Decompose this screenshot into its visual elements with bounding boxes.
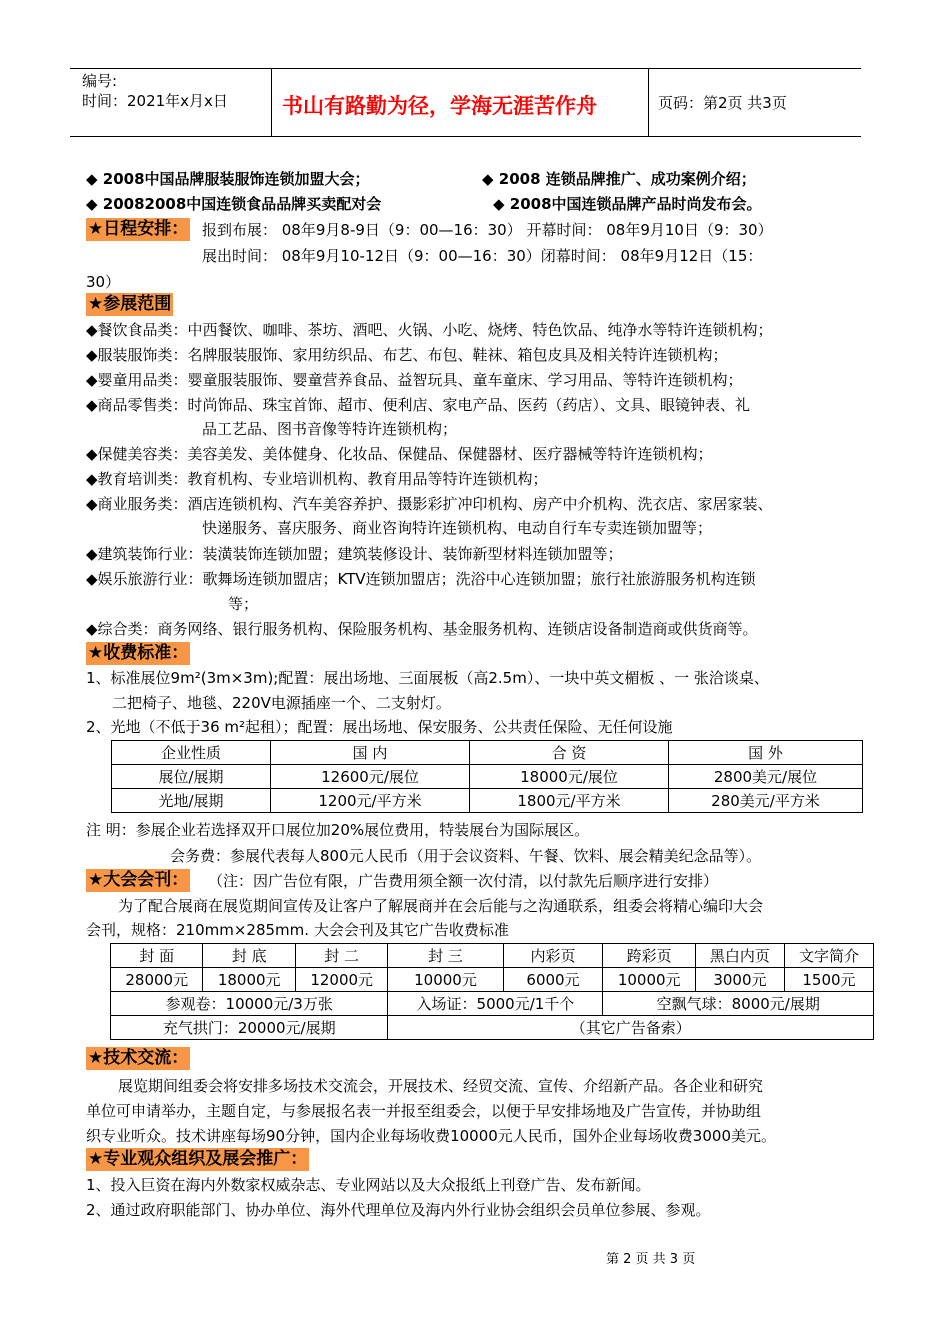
table-cell: 3000元 (695, 968, 784, 992)
scope-line: 快递服务、喜庆服务、商业咨询特许连锁机构、电动自行车专卖连锁加盟等； (202, 519, 713, 537)
schedule-line: 30） (86, 273, 121, 291)
table-header-cell: 文字简介 (784, 944, 873, 968)
scope-line: ◆保健美容类：美容美发、美体健身、化妆品、保健品、保健器材、医疗器械等特许连锁机构； (86, 445, 713, 463)
fees-note: 注 明：参展企业若选择双开口展位加20%展位费用，特装展台为国际展区。 (86, 821, 590, 839)
promo-line: 2、通过政府职能部门、协办单位、海外代理单位及海内外行业协会组织会员单位参展、参观。 (86, 1201, 711, 1219)
header-divider (271, 69, 272, 136)
event-item: ◆ 20082008中国连锁食品品牌买卖配对会 (86, 195, 382, 213)
table-cell: 12000元 (295, 968, 387, 992)
promo-line: 1、投入巨资在海内外数家权威杂志、专业网站以及大众报纸上刊登广告、发布新闻。 (86, 1176, 651, 1194)
section-heading-promo: ★专业观众组织及展会推广： (88, 1149, 308, 1169)
table-cell: 10000元 (388, 968, 503, 992)
journal-paragraph: 为了配合展商在展览期间宣传及让客户了解展商并在会后能与之沟通联系，组委会将精心编印大会 (118, 897, 764, 915)
booth-fee-table (111, 740, 863, 813)
table-row (112, 765, 863, 789)
table-header-cell: 封 三 (388, 944, 503, 968)
table-cell: 展位/展期 (112, 765, 271, 789)
scope-line: ◆婴童用品类：婴童服装服饰、婴童营养食品、益智玩具、童车童床、学习用品、等特许连锁机构； (86, 371, 743, 389)
doc-number-label: 编号: (82, 72, 118, 90)
journal-paragraph: 会刊，规格：210mm×285mm. 大会会刊及其它广告收费标准 (86, 921, 509, 939)
table-cell: （其它广告备索） (388, 1016, 874, 1040)
table-cell: 10000元 (603, 968, 695, 992)
table-header-cell: 封 底 (203, 944, 295, 968)
scope-line: 等； (228, 595, 259, 613)
doc-date-label: 时间：2021年x月x日 (82, 92, 228, 110)
table-cell: 空飘气球：8000元/展期 (603, 992, 874, 1016)
scope-line: ◆商业服务类：酒店连锁机构、汽车美容养护、摄影彩扩冲印机构、房产中介机构、洗衣店、家居家装、 (86, 495, 773, 513)
table-header-cell: 合 资 (470, 741, 669, 765)
scope-line: ◆娱乐旅游行业：歌舞场连锁加盟店；KTV连锁加盟店；洗浴中心连锁加盟；旅行社旅游服务机构连锁 (86, 570, 756, 588)
scope-line: ◆餐饮食品类：中西餐饮、咖啡、茶坊、酒吧、火锅、小吃、烧烤、特色饮品、纯净水等特许连锁机构； (86, 321, 773, 339)
table-row (111, 944, 874, 968)
scope-line: ◆教育培训类：教育机构、专业培训机构、教育用品等特许连锁机构； (86, 470, 548, 488)
event-item: ◆ 2008中国品牌服装服饰连锁加盟大会； (86, 170, 370, 188)
table-cell: 12600元/展位 (271, 765, 470, 789)
header-motto: 书山有路勤为径，学海无涯苦作舟 (282, 93, 597, 118)
table-header-cell: 国 外 (669, 741, 863, 765)
section-heading-scope: ★参展范围 (88, 294, 172, 314)
table-header-cell: 封 面 (111, 944, 203, 968)
table-header-cell: 黑白内页 (695, 944, 784, 968)
table-header-cell: 内彩页 (503, 944, 603, 968)
fees-line: 1、标准展位9m²(3m×3m);配置：展出场地、三面展板（高2.5m）、一块中英文楣板 、一 张洽谈桌、 (86, 669, 769, 687)
table-cell: 2800美元/展位 (669, 765, 863, 789)
fees-note: 会务费：参展代表每人800元人民币（用于会议资料、午餐、饮料、展会精美纪念品等）。 (170, 847, 762, 865)
event-item: ◆ 2008 连锁品牌推广、成功案例介绍； (482, 170, 756, 188)
tech-paragraph: 织专业听众。技术讲座每场90分钟，国内企业每场收费10000元人民币，国外企业每场收费3000美元。 (86, 1127, 776, 1145)
scope-line: ◆建筑装饰行业：装潢装饰连锁加盟；建筑装修设计、装饰新型材料连锁加盟等； (86, 545, 623, 563)
table-row (111, 992, 874, 1016)
event-item: ◆ 2008中国连锁品牌产品时尚发布会。 (493, 195, 762, 213)
journal-heading-note: （注：因广告位有限，广告费用须全额一次付清，以付款先后顺序进行安排） (208, 872, 719, 890)
table-cell: 18000元 (203, 968, 295, 992)
page-footer: 第 2 页 共 3 页 (606, 1252, 696, 1267)
fees-line: 二把椅子、地毯、220V电源插座一个、二支射灯。 (112, 694, 451, 712)
table-header-cell: 跨彩页 (603, 944, 695, 968)
ad-fee-table (110, 943, 874, 1040)
section-heading-fees: ★收费标准： (88, 643, 189, 663)
header-divider (648, 69, 649, 136)
fees-line: 2、光地（不低于36 m²起租）；配置：展出场地、保安服务、公共责任保险、无任何设施 (86, 718, 673, 736)
table-header-cell: 国 内 (271, 741, 470, 765)
table-cell: 1200元/平方米 (271, 789, 470, 813)
table-cell: 参观卷：10000元/3万张 (111, 992, 388, 1016)
table-row (111, 968, 874, 992)
scope-line: ◆综合类：商务网络、银行服务机构、保险服务机构、基金服务机构、连锁店设备制造商或供货商等。 (86, 620, 758, 638)
tech-paragraph: 单位可申请举办，主题自定，与参展报名表一并报至组委会，以便于早安排场地及广告宣传，并协助组 (86, 1102, 762, 1120)
section-heading-schedule: ★日程安排： (88, 219, 189, 239)
table-header-cell: 封 二 (295, 944, 387, 968)
table-cell: 6000元 (503, 968, 603, 992)
table-cell: 光地/展期 (112, 789, 271, 813)
table-cell: 280美元/平方米 (669, 789, 863, 813)
section-heading-tech: ★技术交流： (88, 1048, 189, 1068)
schedule-line: 展出时间： 08年9月10-12日（9：00—16：30）闭幕时间： 08年9月12日（15： (202, 247, 763, 265)
table-cell: 1800元/平方米 (470, 789, 669, 813)
schedule-line: 报到布展： 08年9月8-9日（9：00—16：30） 开幕时间： 08年9月10日（9：30） (202, 221, 773, 239)
table-header-cell: 企业性质 (112, 741, 271, 765)
table-cell: 入场证：5000元/1千个 (388, 992, 603, 1016)
table-row (112, 741, 863, 765)
table-cell: 28000元 (111, 968, 203, 992)
table-row (112, 789, 863, 813)
scope-line: ◆服装服饰类：名牌服装服饰、家用纺织品、布艺、布包、鞋袜、箱包皮具及相关特许连锁机构； (86, 346, 728, 364)
table-row (111, 1016, 874, 1040)
page-number-label: 页码：第2页 共3页 (658, 94, 787, 112)
scope-line: 品工艺品、图书音像等特许连锁机构； (202, 420, 458, 438)
table-cell: 1500元 (784, 968, 873, 992)
scope-line: ◆商品零售类：时尚饰品、珠宝首饰、超市、便利店、家电产品、医药（药店）、文具、眼镜钟表、礼 (86, 396, 751, 414)
section-heading-journal: ★大会会刊： (88, 870, 189, 890)
table-cell: 18000元/展位 (470, 765, 669, 789)
tech-paragraph: 展览期间组委会将安排多场技术交流会，开展技术、经贸交流、宣传、介绍新产品。各企业和研究 (118, 1077, 764, 1095)
table-cell: 充气拱门：20000元/展期 (111, 1016, 388, 1040)
